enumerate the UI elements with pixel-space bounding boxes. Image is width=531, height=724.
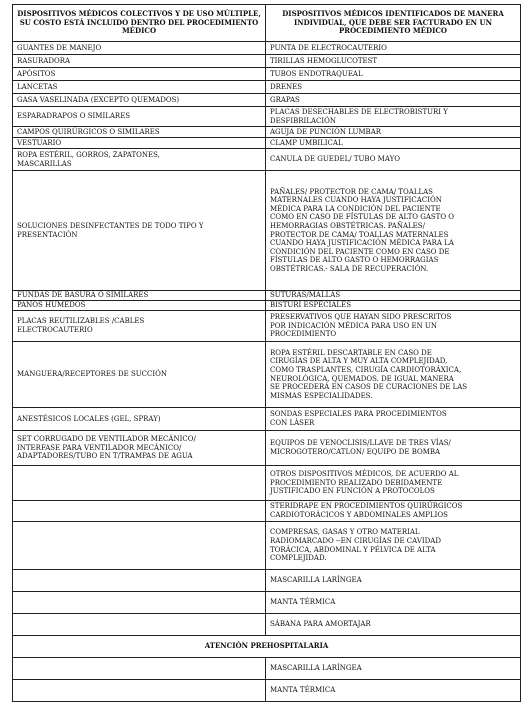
- table-row: [13, 658, 521, 680]
- cell-individual: TIRILLAS HEMOGLUCOTEST: [266, 55, 521, 68]
- cell-individual: STERIDRAPE EN PROCEDIMIENTOS QUIRÚRGICOS CARDIOTORÁCICOS Y ABDOMINALES AMPLIOS: [266, 501, 521, 522]
- header-collective-devices: DISPOSITIVOS MÉDICOS COLECTIVOS Y DE USO MÚLTIPLE, SU COSTO ESTÁ INCLUIDO DENTRO DEL PROCEDIMIENTO MÉDICO: [13, 5, 266, 42]
- cell-collective: VESTUARIO: [13, 138, 266, 149]
- cell-individual: MASCARILLA LARÍNGEA: [266, 570, 521, 592]
- table-row: [13, 291, 521, 301]
- cell-collective: FUNDAS DE BASURA O SIMILARES: [13, 291, 266, 301]
- cell-collective: SET CORRUGADO DE VENTILADOR MECÁNICO/ INTERFASE PARA VENTILADOR MECÁNICO/ ADAPTADORES/TUBO EN T/TRAMPAS DE AGUA: [13, 431, 266, 466]
- cell-collective: PLACAS REUTILIZABLES /CABLES ELECTROCAUTERIO: [13, 311, 266, 342]
- cell-individual: PAÑALES/ PROTECTOR DE CAMA/ TOALLAS MATERNALES CUANDO HAYA JUSTIFICACIÓN MÉDICA PARA LA CONDICIÓN DEL PACIENTE COMO EN CASO DE FÍSTULAS DE ALTO GASTO O HEMORRAGIAS OBSTÉTRICAS. PAÑALES/ PROTECTOR DE CAMA/ TOALLAS MATERNALES CUANDO HAYA JUSTIFICACIÓN MÉDICA PARA LA CONDICIÓN DEL PACIENTE COMO EN CASO DE FÍSTULAS DE ALTO GASTO O HEMORRAGIAS OBSTÉTRICAS.- SALA DE RECUPERACIÓN.: [266, 171, 521, 291]
- cell-collective: [13, 501, 266, 522]
- table-row: [13, 81, 521, 94]
- table-row: [13, 680, 521, 702]
- header-individual-devices: DISPOSITIVOS MÉDICOS IDENTIFICADOS DE MANERA INDIVIDUAL, QUE DEBE SER FACTURADO EN UN PROCEDIMIENTO MÉDICO: [266, 5, 521, 42]
- cell-individual: PUNTA DE ELECTROCAUTERIO: [266, 42, 521, 55]
- table-row: [13, 466, 521, 501]
- cell-individual: EQUIPOS DE VENOCLISIS/LLAVE DE TRES VÍAS/ MICROGOTERO/CATLON/ EQUIPO DE BOMBA: [266, 431, 521, 466]
- table-row: [13, 614, 521, 636]
- cell-collective: RASURADORA: [13, 55, 266, 68]
- cell-collective: [13, 592, 266, 614]
- cell-collective: GUANTES DE MANEJO: [13, 42, 266, 55]
- table-row: [13, 408, 521, 431]
- table-row: [13, 501, 521, 522]
- cell-individual: SUTURAS/MALLAS: [266, 291, 521, 301]
- table-row: [13, 55, 521, 68]
- cell-individual: DRENES: [266, 81, 521, 94]
- table-row: [13, 42, 521, 55]
- table-row: [13, 342, 521, 408]
- table-row: [13, 171, 521, 291]
- cell-collective: [13, 614, 266, 636]
- table-row: [13, 138, 521, 149]
- cell-individual: MANTA TÉRMICA: [266, 680, 521, 702]
- cell-individual: TUBOS ENDOTRAQUEAL: [266, 68, 521, 81]
- cell-collective: [13, 658, 266, 680]
- table-row: [13, 127, 521, 138]
- cell-individual: CLAMP UMBILICAL: [266, 138, 521, 149]
- cell-collective: [13, 680, 266, 702]
- cell-collective: [13, 522, 266, 570]
- cell-individual: AGUJA DE PUNCIÓN LUMBAR: [266, 127, 521, 138]
- table-row: [13, 107, 521, 127]
- cell-individual: PLACAS DESECHABLES DE ELECTROBISTURI Y DESFIBRILACIÓN: [266, 107, 521, 127]
- table-row: [13, 68, 521, 81]
- cell-individual: COMPRESAS, GASAS Y OTRO MATERIAL RADIOMARCADO --EN CIRUGÍAS DE CAVIDAD TORÁCICA, ABDOMINAL Y PÉLVICA DE ALTA COMPLEJIDAD.: [266, 522, 521, 570]
- table-row: [13, 311, 521, 342]
- cell-collective: SOLUCIONES DESINFECTANTES DE TODO TIPO Y PRESENTACIÓN: [13, 171, 266, 291]
- table-row: [13, 431, 521, 466]
- cell-individual: SÁBANA PARA AMORTAJAR: [266, 614, 521, 636]
- cell-individual: PRESERVATIVOS QUE HAYAN SIDO PRESCRITOS POR INDICACIÓN MÉDICA PARA USO EN UN PROCEDIMIENTO: [266, 311, 521, 342]
- cell-collective: PAÑOS HÚMEDOS: [13, 301, 266, 311]
- cell-collective: MANGUERA/RECEPTORES DE SUCCIÓN: [13, 342, 266, 408]
- table-row: [13, 301, 521, 311]
- cell-collective: GASA VASELINADA (EXCEPTO QUEMADOS): [13, 94, 266, 107]
- table-header-row: [13, 5, 521, 42]
- table-row: [13, 94, 521, 107]
- cell-collective: [13, 466, 266, 501]
- cell-individual: MANTA TÉRMICA: [266, 592, 521, 614]
- cell-collective: CAMPOS QUIRÚRGICOS O SIMILARES: [13, 127, 266, 138]
- cell-collective: LANCETAS: [13, 81, 266, 94]
- cell-individual: CANULA DE GUEDEL/ TUBO MAYO: [266, 149, 521, 171]
- cell-individual: ROPA ESTÉRIL DESCARTABLE EN CASO DE CIRUGÍAS DE ALTA Y MUY ALTA COMPLEJIDAD, COMO TRASPLANTES, CIRUGÍA CARDIOTORÁXICA, NEUROLÓGICA, QUEMADOS. DE IGUAL MANERA SE PROCEDERÁ EN CASOS DE CURACIONES DE LAS MISMAS ESPECIALIDADES.: [266, 342, 521, 408]
- cell-collective: APÓSITOS: [13, 68, 266, 81]
- table-row: [13, 149, 521, 171]
- devices-table: [12, 4, 521, 702]
- cell-individual: BISTURÍ ESPECIALES: [266, 301, 521, 311]
- cell-collective: [13, 570, 266, 592]
- table-row: [13, 592, 521, 614]
- section-row: [13, 636, 521, 658]
- cell-collective: ANESTÉSICOS LOCALES (GEL, SPRAY): [13, 408, 266, 431]
- section-title-prehospital: ATENCIÓN PREHOSPITALARIA: [13, 636, 521, 658]
- cell-individual: MASCARILLA LARÍNGEA: [266, 658, 521, 680]
- table-row: [13, 522, 521, 570]
- table-row: [13, 570, 521, 592]
- cell-collective: ESPARADRAPOS O SIMILARES: [13, 107, 266, 127]
- cell-individual: SONDAS ESPECIALES PARA PROCEDIMIENTOS CON LÁSER: [266, 408, 521, 431]
- cell-collective: ROPA ESTÉRIL, GORROS, ZAPATONES, MASCARILLAS: [13, 149, 266, 171]
- cell-individual: OTROS DISPOSITIVOS MÉDICOS, DE ACUERDO AL PROCEDIMIENTO REALIZADO DEBIDAMENTE JUSTIFICADO EN FUNCIÓN A PROTOCOLOS: [266, 466, 521, 501]
- cell-individual: GRAPAS: [266, 94, 521, 107]
